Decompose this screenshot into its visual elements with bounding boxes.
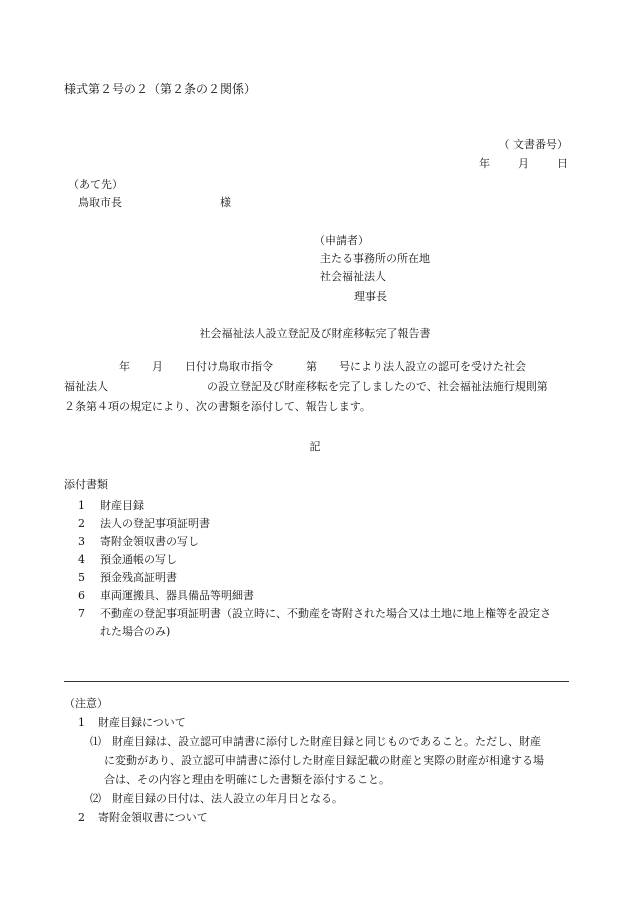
date-line <box>479 157 568 171</box>
body-line-3: ２条第４項の規定により、次の書類を添付して、報告します。 <box>64 400 371 413</box>
applicant-office: 主たる事務所の所在地 <box>320 252 430 265</box>
notes-label: （注意） <box>64 697 108 710</box>
ki-heading: 記 <box>309 440 321 453</box>
date-year: 年 <box>479 157 490 170</box>
report-title: 社会福祉法人設立登記及び財産移転完了報告書 <box>199 327 431 340</box>
list-item: 7 不動産の登記事項証明書（設立時に、不動産を寄附された場合又は土地に地上権等を設定さ <box>78 607 551 620</box>
body-paragraph <box>64 357 576 417</box>
applicant-corp: 社会福祉法人 <box>320 270 386 283</box>
note-1-1-line: ⑴ 財産目録は、設立認可申請書に添付した財産目録と同じものであること。ただし、財産 <box>90 735 541 748</box>
list-item: 3 寄附金領収書の写し <box>78 535 199 548</box>
date-month: 月 <box>518 157 529 170</box>
addressee-name: 鳥取市長 <box>78 196 122 209</box>
addressee-label: （あて先） <box>68 178 123 191</box>
list-item: 5 預金残高証明書 <box>78 571 177 584</box>
form-title: 様式第２号の２（第２条の２関係） <box>64 82 257 96</box>
section-divider <box>64 681 569 682</box>
list-item-continuation: れた場合のみ) <box>100 625 171 638</box>
document-number: （ 文書番号） <box>498 138 568 151</box>
list-item: 4 預金通帳の写し <box>78 553 177 566</box>
attachments-list <box>78 497 551 641</box>
note-1-2-line: ⑵ 財産目録の日付は、法人設立の年月日となる。 <box>90 792 343 805</box>
note-2-heading: 2 寄附金領収書について <box>78 811 208 824</box>
list-item: 6 車両運搬具、器具備品等明細書 <box>78 589 254 602</box>
applicant-director: 理事長 <box>354 290 387 303</box>
addressee-honorific: 様 <box>220 196 231 209</box>
list-item: 2 法人の登記事項証明書 <box>78 517 210 530</box>
body-line-2: 福祉法人 の設立登記及び財産移転を完了しましたので、社会福祉法施行規則第 <box>64 380 548 393</box>
note-1-1-line: に変動があり、設立認可申請書に添付した財産目録記載の財産と実際の財産が相違する場 <box>104 754 544 767</box>
addressee-line <box>78 196 231 210</box>
list-item: 1 財産目録 <box>78 499 144 512</box>
applicant-label: （申請者） <box>314 234 369 247</box>
note-1-heading: 1 財産目録について <box>78 716 186 729</box>
date-day: 日 <box>557 157 568 170</box>
body-line-1: 年 月 日付け鳥取市指令 第 号により法人設立の認可を受けた社会 <box>64 360 526 373</box>
note-1-1-line: 合は、その内容と理由を明確にした書類を添付すること。 <box>104 773 390 786</box>
notes-section <box>64 694 544 827</box>
attachments-title: 添付書類 <box>64 478 108 491</box>
